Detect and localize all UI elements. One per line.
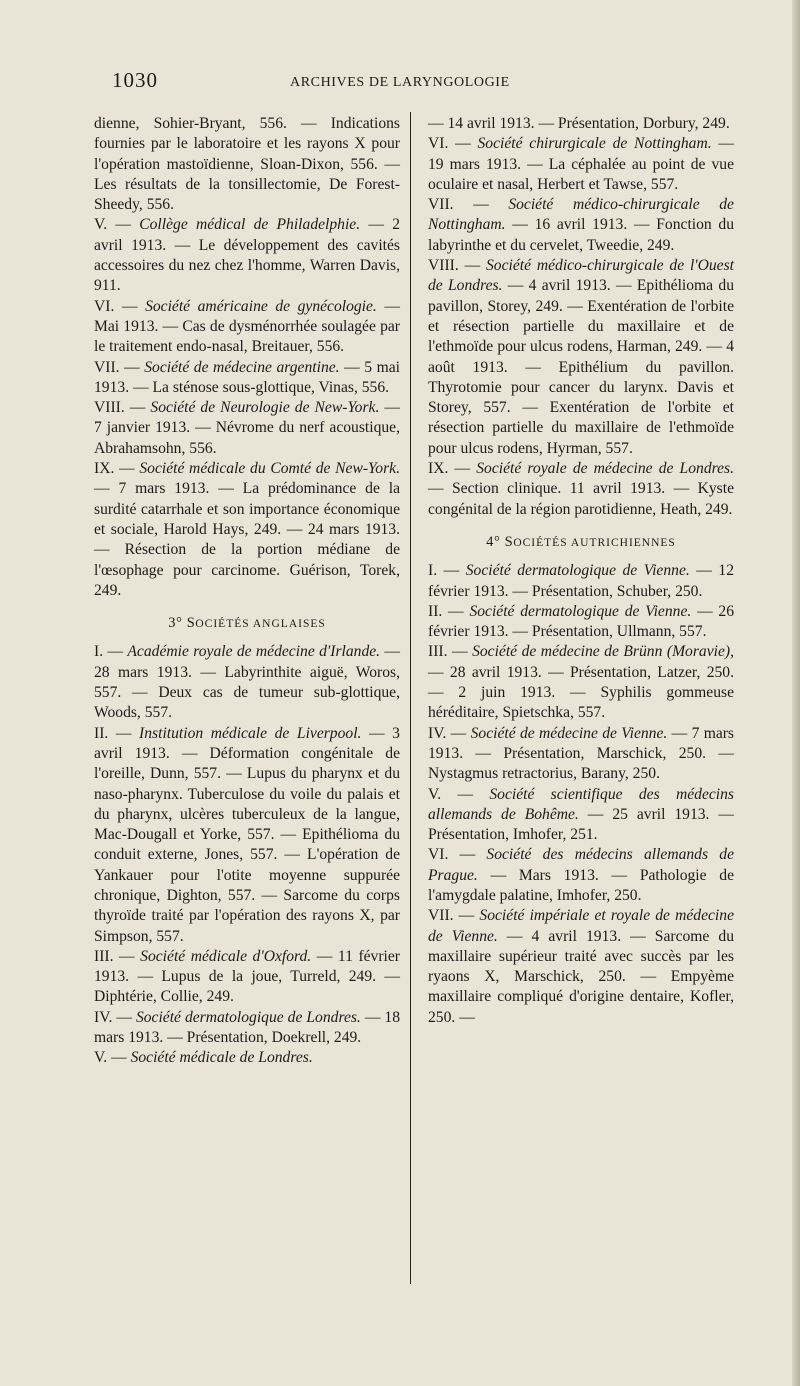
entry-number: VI. — [428,846,476,864]
entry-number: VII. — [428,196,489,214]
society-entry [428,602,734,643]
entry-number: VI. — [428,135,471,153]
entry-number: II. — [94,724,132,742]
entry-text: — 11 février 1913. — Lupus de la joue, Turreld, 249. — Diphtérie, Collie, 249. [94,947,400,1006]
entry-number: IX. — [428,460,471,478]
society-entry [94,947,400,1008]
society-entry [94,459,400,601]
society-name: Société de médecine de Vienne. [470,724,668,742]
society-entry [94,724,400,947]
page-edge [792,0,800,1386]
page-number: 1030 [112,68,158,92]
society-entry [428,256,734,459]
society-entry [428,845,734,906]
entry-number: VIII. — [94,399,146,417]
entry-text: — Mai 1913. — Cas de dysménorrhée soulagée par le traitement endo-nasal, Breitauer, 556. [94,297,400,356]
section-heading-prefix: 3° S [168,615,196,632]
entry-number: III. — [428,643,468,661]
society-name: Société médicale d'Oxford. [140,947,312,965]
entry-text: — 26 février 1913. — Présentation, Ullmann, 557. [428,602,735,641]
entry-text: — 7 mars 1913. — La prédominance de la surdité catarrhale et son importance économique et sociale, Harold Hays, 249. — 24 mars 1913. — Résection de la portion médiane de l'œsophage pour carcinome. Guérison, Torek, 249. [94,480,400,599]
society-name: Société dermatologique de Vienne. [465,562,690,580]
entry-text: — 2 avril 1913. — Le développement des cavités accessoires du nez chez l'homme, Warren Davis, 911. [94,216,401,295]
society-name: Académie royale de médecine d'Irlande. [127,643,381,661]
society-entry [428,134,734,195]
entry-number: IV. — [94,1008,132,1026]
society-entry [94,1008,400,1049]
society-name: Société médicale du Comté de New-York. [139,460,400,478]
entry-text: — Mars 1913. — Pathologie de l'amygdale palatine, Imhofer, 250. [428,866,734,904]
page-header [0,68,800,98]
society-entry [94,297,400,358]
society-name: Institution médicale de Liverpool. [139,724,362,742]
society-name: Société chirurgicale de Nottingham. [477,135,712,153]
entry-number: VII. — [94,358,140,376]
entry-number: V. — [94,216,131,234]
entry-number: VI. — [94,297,138,315]
section-heading-prefix: 4° S [486,533,514,550]
entry-number: VII. — [428,907,475,925]
society-name: Société de Neurologie de New-York. [150,399,380,417]
continuation-paragraph: dienne, Sohier-Bryant, 556. — Indications fournies par le laboratoire et les rayons X pour l'opération mastoïdienne, Sloan-Dixon, 556. — Les résultats de la tonsillectomie, De Forest-Sheedy, 556. [94,115,400,214]
entry-number: V. — [428,785,474,803]
society-name: Société médico-chirurgicale de l'Ouest de Londres. [428,257,734,295]
entry-text: — 7 janvier 1913. — Névrome du nerf acoustique, Abrahamsohn, 556. [94,399,400,457]
society-entry [94,358,400,399]
entry-number: VIII. — [428,257,481,275]
entry-number: I. — [428,562,460,580]
entry-number: V. — [94,1049,127,1067]
section-heading-small: OCIÉTÉS AUTRICHIENNES [513,536,676,549]
society-entry [94,1048,400,1068]
society-entry [428,561,734,602]
entry-text: — Section clinique. 11 avril 1913. — Kyste congénital de la région parotidienne, Heath, 249. [428,480,734,518]
entry-text: — 25 avril 1913. — Présentation, Imhofer, 251. [428,805,734,844]
society-entry [94,642,400,723]
entry-number: IX. — [94,460,135,478]
society-entry [428,642,734,723]
column-divider [410,112,411,1284]
society-name: Société impériale et royale de médecine de Vienne. [428,907,734,945]
society-entry [428,459,734,520]
society-name: Société de médecine de Brünn (Moravie), [472,643,734,661]
society-entry [428,785,734,846]
society-name: Collège médical de Philadelphie. [139,216,361,234]
society-name: Société médico-chirurgicale de Nottingham. [428,196,734,234]
entry-text: — 4 avril 1913. — Epithélioma du pavillon, Storey, 249. — Exentération de l'orbite et résection partielle du maxillaire et de l'ethmoïde pour ulcus rodens, Harman, 249. — 4 août 1913. — Epithélium du pavillon. Thyrotomie pour cancer du larynx. Davis et Storey, 557. — Exentération de l'orbite et résection partielle du maxillaire de l'ethmoïde pour ulcus rodens, Hyrman, 557. [428,277,734,457]
entry-text: — 4 avril 1913. — Sarcome du maxillaire supérieur traité avec succès par les ryaons X, Marschick, 250. — Empyème maxillaire compliqué d'origine dentaire, Kofler, 250. — [428,927,734,1026]
society-name: Société royale de médecine de Londres. [476,460,734,478]
society-entry [428,906,734,1028]
entry-text: — 28 avril 1913. — Présentation, Latzer, 250. — 2 juin 1913. — Syphilis gommeuse héréditaire, Spietschka, 557. [428,663,734,722]
society-name: Société dermatologique de Londres. [135,1008,361,1026]
society-entry [94,215,400,296]
society-name: Société de médecine argentine. [144,358,340,376]
running-title: ARCHIVES DE LARYNGOLOGIE [290,75,510,90]
society-entry [94,398,400,459]
society-name: Société scientifique des médecins allemands de Bohême. [428,785,734,823]
right-column [428,114,734,1028]
society-name: Société américaine de gynécologie. [145,297,377,315]
society-entry [428,724,734,785]
entry-text: — 12 février 1913. — Présentation, Schuber, 250. [428,562,734,600]
entry-text: — 3 avril 1913. — Déformation congénitale de l'oreille, Dunn, 557. — Lupus du pharynx et du naso-pharynx. Tuberculose du voile du palais et du pharynx, ulcères tuberculeux de la langue, Mac-Dougall et Yorke, 557. — Epithélioma du conduit externe, Jones, 557. — L'opération de Yankauer pour l'otite moyenne suppurée chronique, Dighton, 557. — Sarcome du corps thyroïde traité par l'opération des rayons X, par Simpson, 557. [94,724,400,945]
entry-text: — 19 mars 1913. — La céphalée au point de vue oculaire et nasal, Herbert et Tawse, 557. [428,135,734,193]
continuation-paragraph: — 14 avril 1913. — Présentation, Dorbury, 249. [428,115,730,132]
entry-number: III. — [94,947,135,965]
entry-text: — 28 mars 1913. — Labyrinthite aiguë, Woros, 557. — Deux cas de tumeur sub-glottique, Woods, 557. [94,643,401,722]
society-name: Société médicale de Londres. [130,1049,313,1067]
entry-number: II. — [428,602,464,620]
society-name: Société des médecins allemands de Prague. [428,846,734,884]
left-column [94,114,400,1069]
section-heading-small: OCIÉTÉS ANGLAISES [195,618,326,631]
section-heading [428,532,734,553]
entry-text: — 16 avril 1913. — Fonction du labyrinthe et du cervelet, Tweedie, 249. [428,216,735,254]
entry-text: — 5 mai 1913. — La sténose sous-glottique, Vinas, 556. [94,358,400,396]
society-name: Société dermatologique de Vienne. [469,602,692,620]
entry-text: — 7 mars 1913. — Présentation, Marschick, 250. — Nystagmus retractorius, Barany, 250. [428,724,735,783]
entry-number: I. — [94,643,124,661]
entry-text: — 18 mars 1913. — Présentation, Doekrell, 249. [94,1008,401,1047]
section-heading [94,613,400,634]
society-entry [428,195,734,256]
entry-number: IV. — [428,724,467,742]
